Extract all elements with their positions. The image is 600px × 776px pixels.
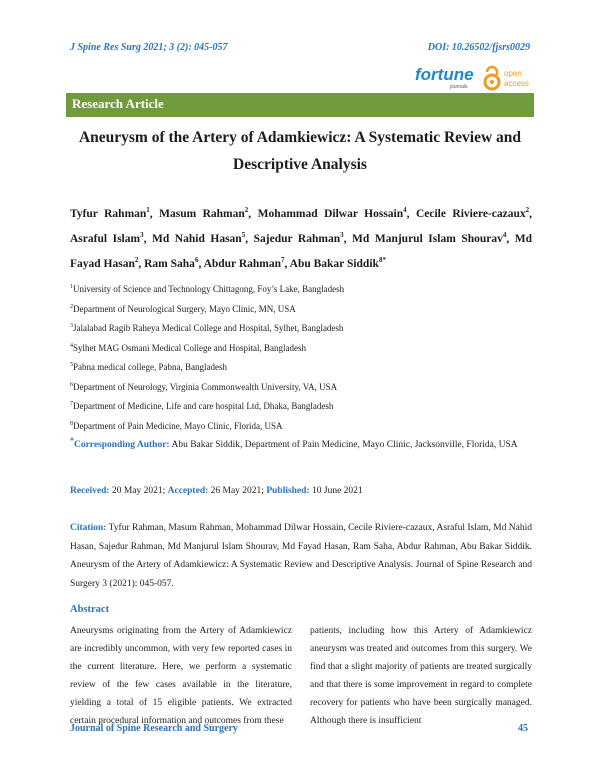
article-dates — [70, 486, 363, 496]
author-separator: , — [284, 257, 290, 270]
author-name: Asraful Islam — [70, 232, 141, 245]
doi-header[interactable]: DOI: 10.26502/fjsrs0029 — [427, 42, 530, 53]
footer-journal-name: Journal of Spine Research and Surgery — [70, 723, 238, 734]
citation-text: Tyfur Rahman, Masum Rahman, Mohammad Dilwar Hossain, Cecile Riviere-cazaux, Asraful Islam, Md Nahid Hasan, Sajedur Rahman, Md Manjurul Islam Shourav, Md Fayad Hasan, Ram Saha, Abdur Rahman, Abu Bakar Siddik. Aneurysm of the Artery of Adamkiewicz: A Systematic Review and Descriptive Analysis. Journal of Spine Research and Surgery 3 (2021): 045-057. — [70, 523, 532, 589]
author-separator: , — [529, 207, 533, 220]
affiliation-text: Jalalabad Ragib Raheya Medical College and Hospital, Sylhet, Bangladesh — [73, 323, 344, 333]
author-affiliation-mark: 7 — [281, 255, 285, 264]
author-affiliation-mark: 2 — [244, 206, 249, 214]
author-affiliation-mark: 4 — [403, 206, 407, 214]
author-separator: , — [149, 207, 160, 220]
affiliation-number: 2 — [70, 303, 73, 310]
corresponding-text: Abu Bakar Siddik, Department of Pain Medicine, Mayo Clinic, Jacksonville, Florida, USA — [171, 440, 518, 451]
page-number: 45 — [518, 723, 528, 734]
published-date: 10 June 2021 — [312, 486, 363, 496]
article-title-line2: Descriptive Analysis — [233, 156, 367, 173]
author-name: Cecile Riviere-cazaux — [415, 207, 526, 220]
author-affiliation-mark: 2 — [134, 255, 139, 264]
fortune-journals-logo — [414, 64, 476, 90]
affiliation-text: Pabna medical college, Pabna, Bangladesh — [73, 362, 227, 372]
author-affiliation-mark: 5 — [241, 230, 246, 239]
affiliation-list — [70, 279, 344, 435]
corresponding-mark: * — [70, 436, 74, 445]
author-name: Abdur Rahman — [203, 257, 282, 270]
affiliation-text: Sylhet MAG Osmani Medical College and Hospital, Bangladesh — [73, 342, 306, 353]
received-date: 20 May 2021; — [111, 486, 166, 496]
author-separator: , — [248, 207, 258, 220]
published-label: Published: — [266, 486, 310, 496]
author-separator: , — [143, 232, 152, 245]
author-separator: , — [198, 257, 204, 270]
fortune-logo-subtext: journals — [450, 84, 468, 90]
author-name: Sajedur Rahman — [253, 232, 341, 245]
open-access-line1: open — [504, 69, 522, 78]
author-name: Md Manjurul Islam Shourav — [352, 232, 503, 245]
author-list — [70, 200, 532, 274]
affiliation-number: 5 — [70, 362, 73, 368]
affiliation-item — [70, 338, 344, 358]
author-affiliation-mark: 3 — [340, 230, 344, 239]
author-separator: , — [343, 232, 353, 245]
accepted-date: 26 May 2021; — [210, 486, 264, 496]
abstract-heading: Abstract — [70, 604, 110, 615]
affiliation-number: 3 — [70, 323, 73, 329]
affiliation-item — [70, 299, 344, 319]
corresponding-author — [70, 432, 532, 454]
affiliation-number: 7 — [70, 401, 73, 407]
affiliation-text: University of Science and Technology Chittagong, Foy’s Lake, Bangladesh — [73, 284, 345, 294]
author-affiliation-mark: 8* — [378, 255, 386, 264]
author-affiliation-mark: 3 — [140, 230, 144, 239]
citation-block — [70, 519, 532, 593]
affiliation-number: 4 — [70, 342, 73, 349]
author-name: Md Nahid Hasan — [152, 232, 242, 245]
author-separator: , — [245, 232, 254, 245]
affiliation-text: Department of Medicine, Life and care hospital Ltd, Dhaka, Bangladesh — [73, 401, 334, 411]
author-separator: , — [406, 207, 416, 220]
affiliation-item — [70, 318, 344, 338]
journal-citation-header: J Spine Res Surg 2021; 3 (2): 045-057 — [70, 42, 228, 53]
corresponding-label: Corresponding Author: — [73, 440, 170, 451]
affiliation-item — [70, 357, 344, 377]
author-name: Tyfur Rahman — [70, 207, 147, 220]
affiliation-item — [70, 279, 344, 299]
open-access-lock-icon — [485, 67, 499, 89]
fortune-logo-text: fortune — [415, 65, 474, 84]
article-title-line1: Aneurysm of the Artery of Adamkiewicz: A Systematic Review and — [78, 129, 522, 146]
abstract-column-left: Aneurysms originating from the Artery of Adamkiewicz are incredibly uncommon, with very few reported cases in the current literature. Here, we perform a systematic review of the few cases available in the literature, yielding a total of 15 eligible patients. We extracted certain procedural information and outcomes from these — [70, 626, 292, 726]
article-type-label: Research Article — [72, 96, 164, 111]
author-name: Ram Saha — [144, 257, 195, 270]
author-affiliation-mark: 4 — [502, 230, 507, 239]
author-name: Md Fayad Hasan — [70, 232, 533, 270]
open-access-logo — [482, 62, 540, 92]
received-label: Received: — [70, 486, 110, 496]
affiliation-number: 8 — [70, 420, 73, 427]
affiliation-item — [70, 377, 344, 397]
article-title — [60, 124, 540, 178]
author-separator: , — [138, 257, 145, 270]
author-name: Masum Rahman — [159, 207, 245, 220]
affiliation-item — [70, 396, 344, 416]
affiliation-text: Department of Neurology, Virginia Commonwealth University, VA, USA — [73, 381, 338, 392]
open-access-line2: access — [504, 79, 529, 88]
affiliation-number: 6 — [70, 381, 73, 388]
author-name: Abu Bakar Siddik — [289, 257, 379, 270]
author-affiliation-mark: 1 — [146, 206, 150, 214]
affiliation-number: 1 — [70, 284, 73, 290]
author-separator: , — [506, 232, 515, 245]
author-name: Mohammad Dilwar Hossain — [257, 207, 404, 220]
abstract-column-right: patients, including how this Artery of Adamkiewicz aneurysm was treated and outcomes from this surgery. We find that a slight majority of patients are treated surgically and that there is some improvement in regard to complete recovery for patients who have been surgically managed. Although there is insufficient — [310, 626, 532, 726]
author-affiliation-mark: 6 — [194, 255, 199, 264]
citation-label: Citation: — [70, 523, 107, 533]
affiliation-text: Department of Pain Medicine, Mayo Clinic, Florida, USA — [73, 420, 283, 431]
affiliation-text: Department of Neurological Surgery, Mayo Clinic, MN, USA — [73, 303, 296, 314]
accepted-label: Accepted: — [167, 486, 209, 496]
author-affiliation-mark: 2 — [525, 206, 530, 214]
